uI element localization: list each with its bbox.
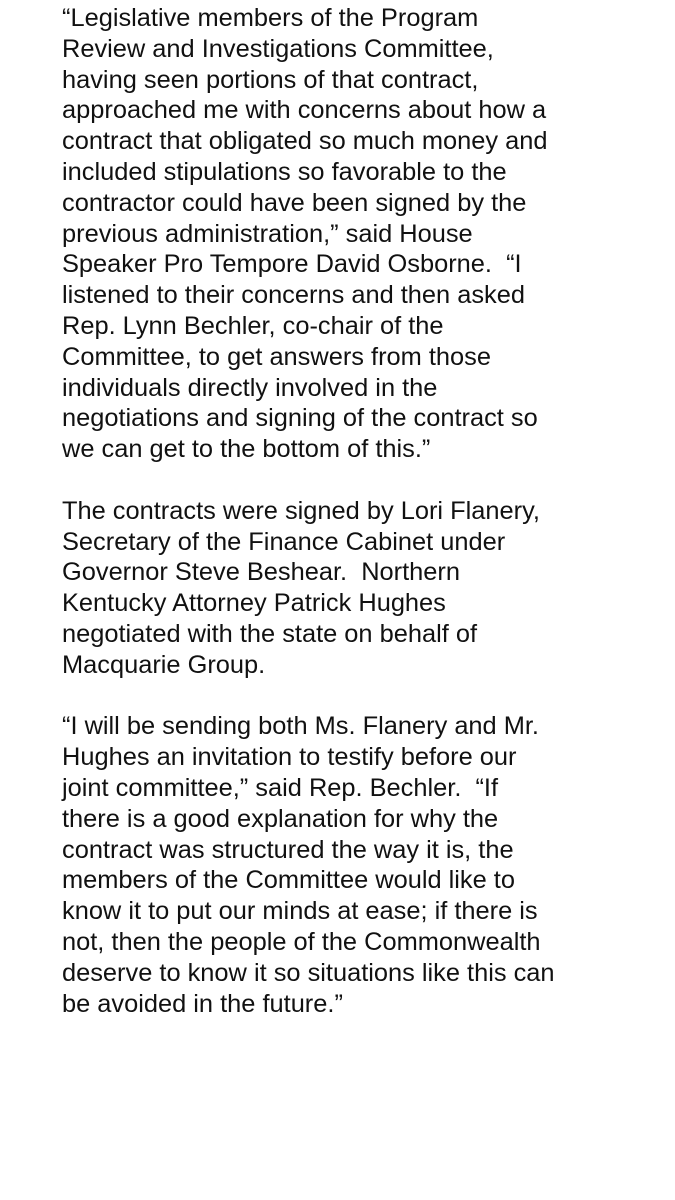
text-line: contract that obligated so much money and [62,127,548,156]
text-line: Kentucky Attorney Patrick Hughes [62,589,446,618]
text-line: listened to their concerns and then asked [62,281,525,310]
text-line: deserve to know it so situations like this can [62,958,555,987]
paragraph-spacer [62,465,662,496]
text-line: “I will be sending both Ms. Flanery and Mr. [62,712,539,741]
text-line: Governor Steve Beshear. Northern [62,558,460,587]
text-line: The contracts were signed by Lori Flanery, [62,496,540,525]
text-line: Secretary of the Finance Cabinet under [62,527,506,556]
text-line: members of the Committee would like to [62,866,515,895]
text-line: Hughes an invitation to testify before our [62,743,517,772]
text-line: we can get to the bottom of this.” [62,435,431,464]
paragraph-contract-signers [62,496,662,681]
text-line: previous administration,” said House [62,219,473,248]
text-line: contract was structured the way it is, the [62,835,514,864]
paragraph-osborne-quote [62,3,662,465]
text-line: approached me with concerns about how a [62,96,547,125]
text-line: Rep. Lynn Bechler, co-chair of the [62,311,444,340]
text-line: included stipulations so favorable to the [62,157,507,186]
text-line: be avoided in the future.” [62,989,343,1018]
text-line: Speaker Pro Tempore David Osborne. “I [62,250,522,279]
text-line: having seen portions of that contract, [62,65,479,94]
text-line: negotiated with the state on behalf of [62,619,478,648]
text-line: know it to put our minds at ease; if there is [62,897,538,926]
text-line: not, then the people of the Commonwealth [62,927,541,956]
text-line: “Legislative members of the Program [62,4,479,32]
text-line: Committee, to get answers from those [62,342,491,371]
paragraph-bechler-quote [62,711,662,1019]
text-line: joint committee,” said Rep. Bechler. “If [62,773,499,802]
text-line: Macquarie Group. [62,650,266,679]
paragraph-spacer [62,681,662,712]
document-body [62,3,662,1019]
text-line: contractor could have been signed by the [62,188,527,217]
text-line: individuals directly involved in the [62,373,438,402]
text-line: Review and Investigations Committee, [62,34,494,63]
text-line: negotiations and signing of the contract so [62,404,538,433]
text-line: there is a good explanation for why the [62,804,499,833]
